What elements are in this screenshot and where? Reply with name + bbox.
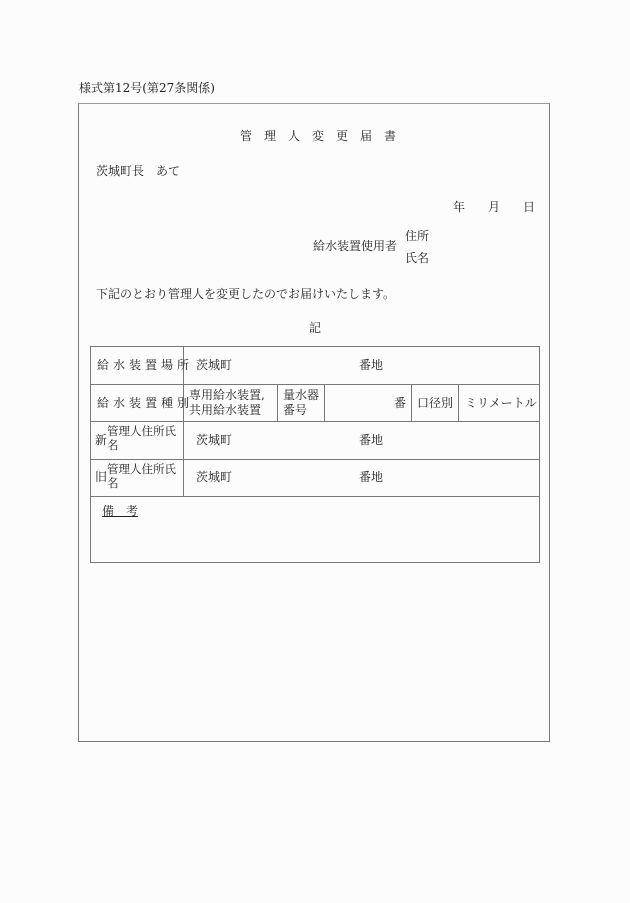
old-town[interactable]: 茨城町 <box>196 470 233 484</box>
old-label-1: 管理人住所氏 <box>107 462 176 476</box>
form-number: 様式第12号(第27条関係) <box>79 81 215 95</box>
location-suffix: 番地 <box>359 358 384 372</box>
old-prefix: 旧 <box>95 470 108 484</box>
meter-suffix: 番 <box>394 396 407 410</box>
date-month: 月 <box>488 200 501 214</box>
meter-label-2: 番号 <box>283 403 308 417</box>
addressee: 茨城町長 あて <box>96 164 181 178</box>
form-frame <box>78 103 550 742</box>
remarks-field[interactable] <box>91 520 538 561</box>
remarks-label: 備 考 <box>102 504 139 518</box>
diameter-unit: ミリメートル <box>465 396 537 410</box>
type-option-shared[interactable]: 共用給水装置 <box>189 403 262 417</box>
location-label: 給水装置場所 <box>97 358 194 372</box>
type-option-private[interactable]: 専用給水装置, <box>189 388 265 402</box>
ki-heading: 記 <box>309 321 322 335</box>
type-label: 給水装置種別 <box>97 396 194 410</box>
date-day: 日 <box>523 200 536 214</box>
new-prefix: 新 <box>95 433 108 447</box>
location-town[interactable]: 茨城町 <box>196 358 233 372</box>
old-label-2: 名 <box>107 476 119 490</box>
old-suffix: 番地 <box>359 470 384 484</box>
applicant-address-label: 住所 <box>405 229 430 243</box>
meter-label-1: 量水器 <box>283 388 320 402</box>
applicant-name-label: 氏名 <box>405 251 430 265</box>
date-year: 年 <box>453 200 466 214</box>
new-town[interactable]: 茨城町 <box>196 433 233 447</box>
diameter-label: 口径別 <box>417 396 454 410</box>
statement: 下記のとおり管理人を変更したのでお届けいたします。 <box>96 287 396 301</box>
new-label-2: 名 <box>107 438 119 452</box>
document-title: 管理人変更届書 <box>240 129 409 143</box>
new-suffix: 番地 <box>359 433 384 447</box>
applicant-label: 給水装置使用者 <box>313 239 398 253</box>
new-label-1: 管理人住所氏 <box>107 424 176 438</box>
